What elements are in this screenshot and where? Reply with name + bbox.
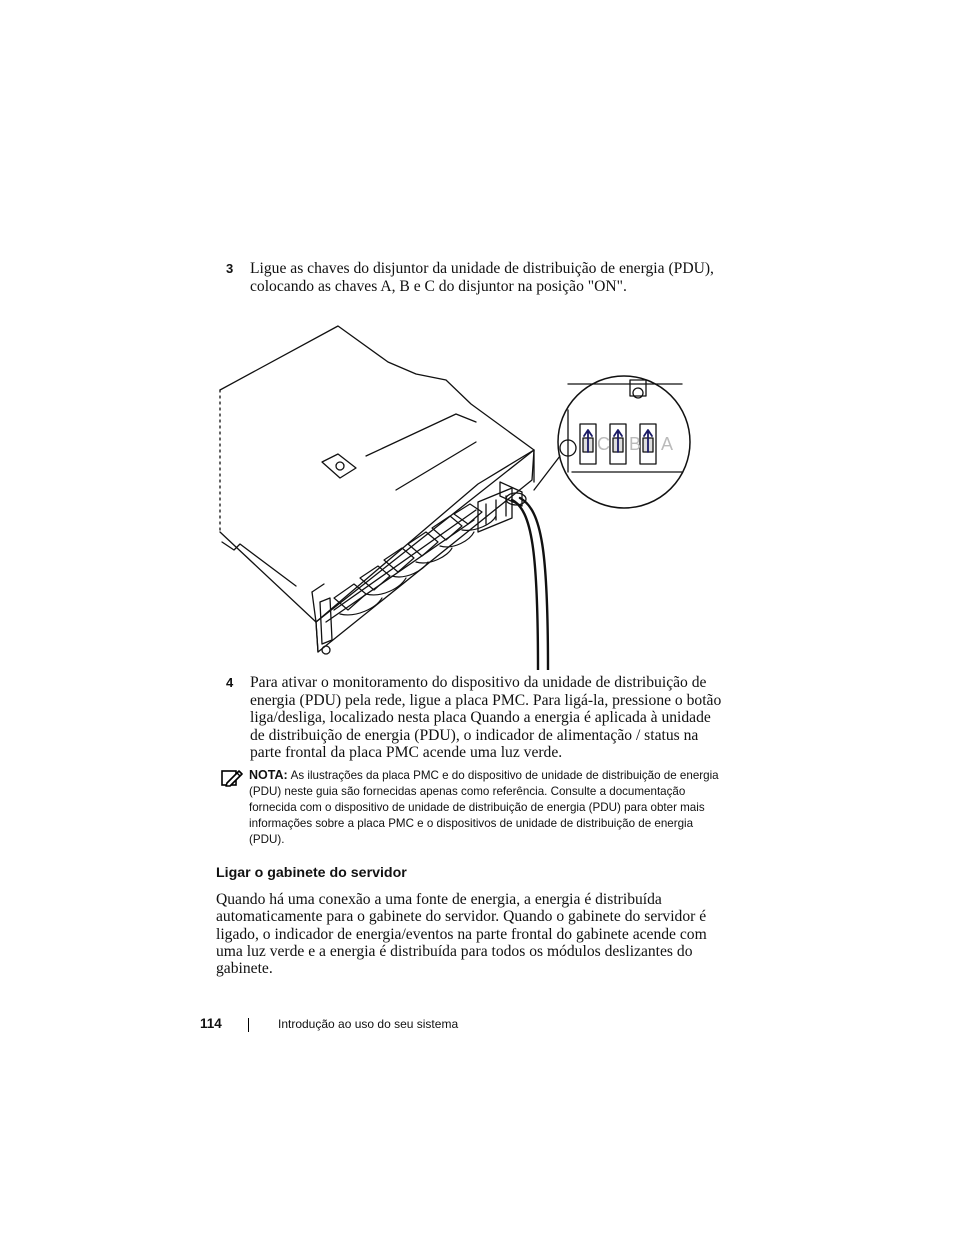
step-text: Para ativar o monitoramento do dispositivo da unidade de distribuição de energia (PDU) pela rede, ligue a placa PMC. Para ligá-la, pressione o botão liga/desliga, localizado nesta placa Quando a energia é aplicada à unidade de distribuição de energia (PDU), o indicador de alimentação / status na parte frontal da placa PMC acende uma luz verde.	[250, 674, 722, 762]
pencil-note-icon	[221, 769, 243, 787]
note-text-block	[249, 767, 721, 848]
footer-title: Introdução ao uso do seu sistema	[278, 1017, 459, 1031]
page-footer	[200, 1015, 720, 1035]
note-label: NOTA:	[249, 768, 288, 782]
step-number: 3	[226, 261, 234, 276]
note-body: As ilustrações da placa PMC e do dispositivo de unidade de distribuição de energia (PDU) neste guia são fornecidas apenas como referência. Consulte a documentação fornecida com o dispositivo de unidade de distribuição de energia (PDU) para obter mais informações sobre a placa PMC e o dispositivos de unidade de distribuição de energia (PDU).	[249, 769, 719, 846]
footer-divider	[248, 1018, 249, 1032]
section-body: Quando há uma conexão a uma fonte de energia, a energia é distribuída automaticamente para o gabinete do servidor. Quando o gabinete do servidor é ligado, o indicador de energia/eventos na parte frontal do gabinete acende com uma luz verde e a energia é distribuída para todos os módulos deslizantes do gabinete.	[216, 891, 707, 978]
step-number: 4	[226, 675, 234, 690]
step-3	[226, 260, 726, 295]
pdu-breaker-illustration	[216, 322, 691, 670]
breaker-label-b: B	[629, 434, 642, 454]
step-text: Ligue as chaves do disjuntor da unidade de distribuição de energia (PDU), colocando as chaves A, B e C do disjuntor na posição "ON".	[250, 260, 714, 295]
note-callout	[221, 767, 721, 848]
section-heading: Ligar o gabinete do servidor	[216, 865, 407, 881]
breaker-label-c: C	[597, 434, 610, 454]
page-number: 114	[200, 1016, 222, 1031]
step-4	[226, 674, 726, 762]
breaker-label-a: A	[661, 434, 674, 454]
